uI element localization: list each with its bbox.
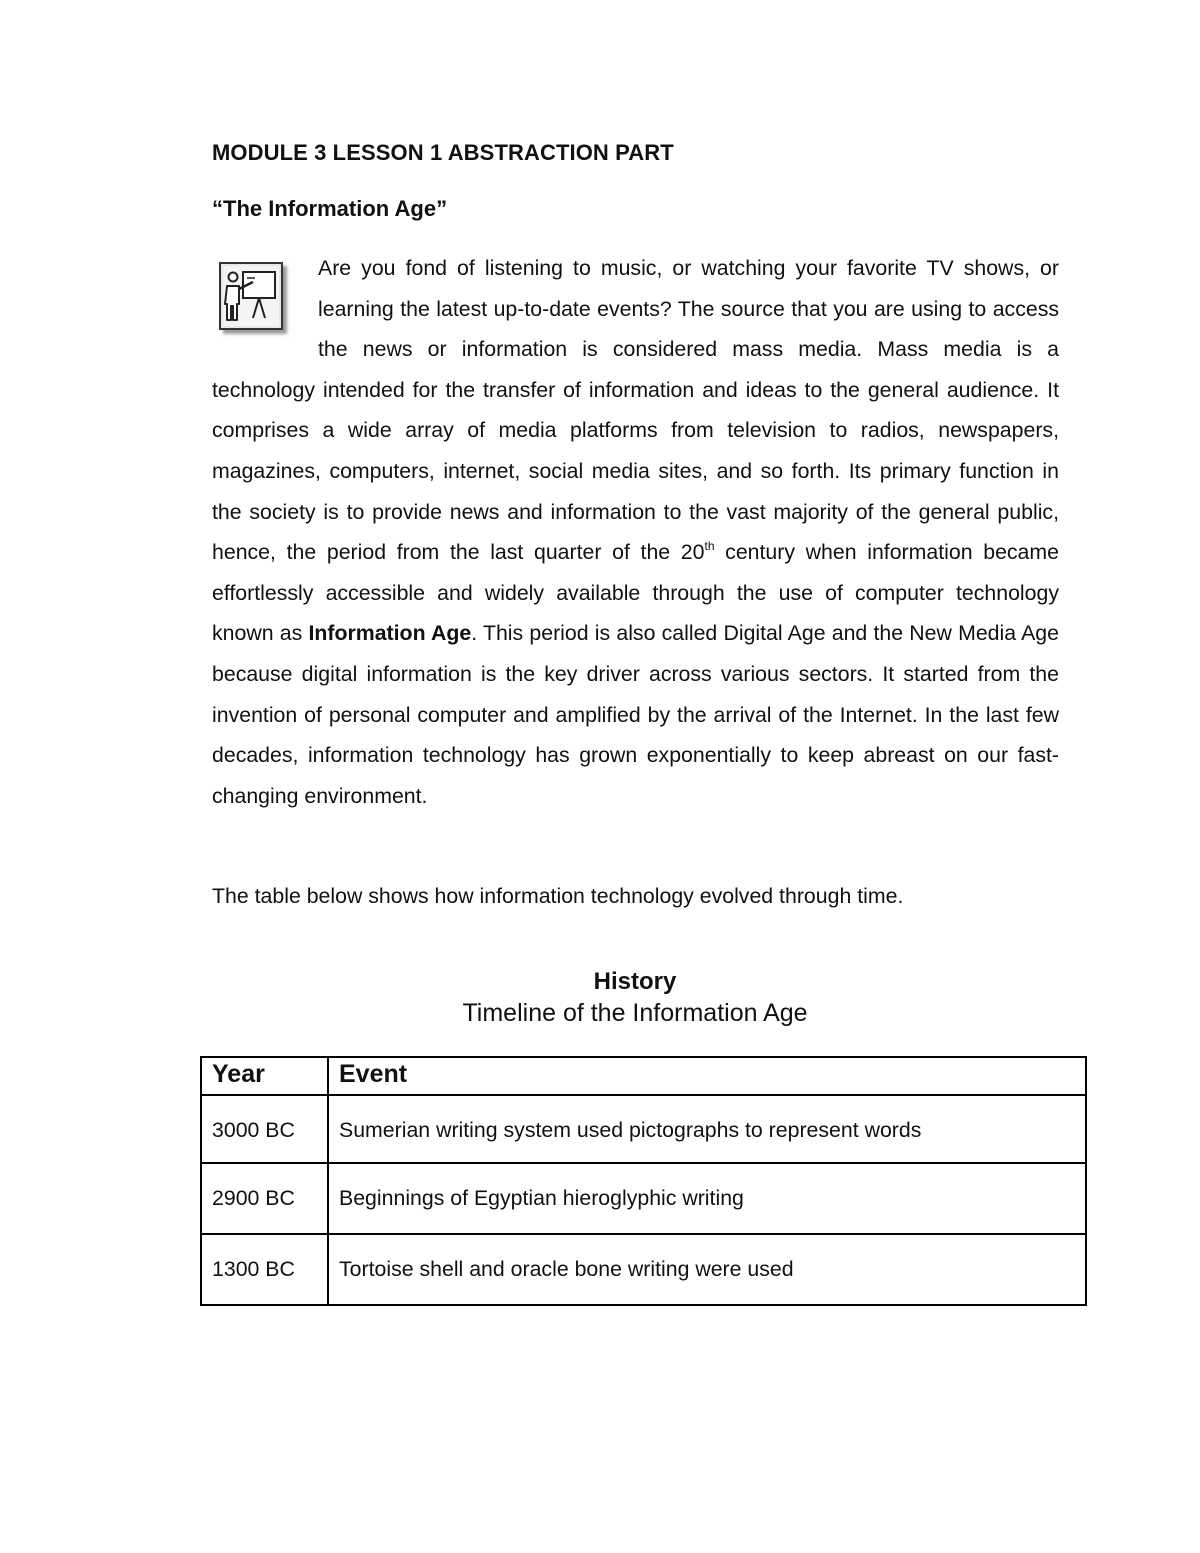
bold-term-information-age: Information Age [308, 621, 472, 646]
timeline-table [200, 1056, 1087, 1306]
history-heading: History [593, 968, 677, 995]
table-row [201, 1163, 1086, 1234]
icon-spacer [212, 248, 318, 368]
timeline-heading: Timeline of the Information Age [462, 999, 808, 1027]
row-event: Beginnings of Egyptian hieroglyphic writing [328, 1163, 1086, 1234]
row-year: 3000 BC [201, 1095, 328, 1163]
table-header-row [201, 1057, 1086, 1095]
table-intro-text: The table below shows how information technology evolved through time. [212, 884, 904, 908]
paragraph-part-3: . This period is also called Digital Age and the New Media Age because digital information is the key driver across various sectors. It started from the invention of personal computer and amplified by the arrival of the Internet. In the last few decades, information technology has grown exponentially to keep abreast on our fast-changing environment. [212, 621, 1059, 808]
lesson-subtitle: “The Information Age” [212, 196, 448, 221]
module-title: MODULE 3 LESSON 1 ABSTRACTION PART [212, 140, 674, 165]
paragraph-part-2: century when information became effortlessly accessible and widely available through the use of computer technology known as [212, 540, 1059, 646]
ordinal-superscript: th [704, 539, 715, 554]
row-year: 2900 BC [201, 1163, 328, 1234]
paragraph-part-1: Are you fond of listening to music, or watching your favorite TV shows, or learning the latest up-to-date events? The source that you are using to access the news or information is considered mass media. Mass media is a technology intended for the transfer of information and ideas to the general audience. It comprises a wide array of media platforms from television to radios, newspapers, magazines, computers, internet, social media sites, and so forth. Its primary function in the society is to provide news and information to the vast majority of the general public, hence, the period from the last quarter of the 20 [212, 256, 1059, 565]
table-row [201, 1095, 1086, 1163]
row-event: Sumerian writing system used pictographs to represent words [328, 1095, 1086, 1163]
intro-paragraph [212, 248, 1059, 816]
header-year: Year [201, 1057, 328, 1095]
row-event: Tortoise shell and oracle bone writing were used [328, 1234, 1086, 1305]
table-row [201, 1234, 1086, 1305]
header-event: Event [328, 1057, 1086, 1095]
row-year: 1300 BC [201, 1234, 328, 1305]
